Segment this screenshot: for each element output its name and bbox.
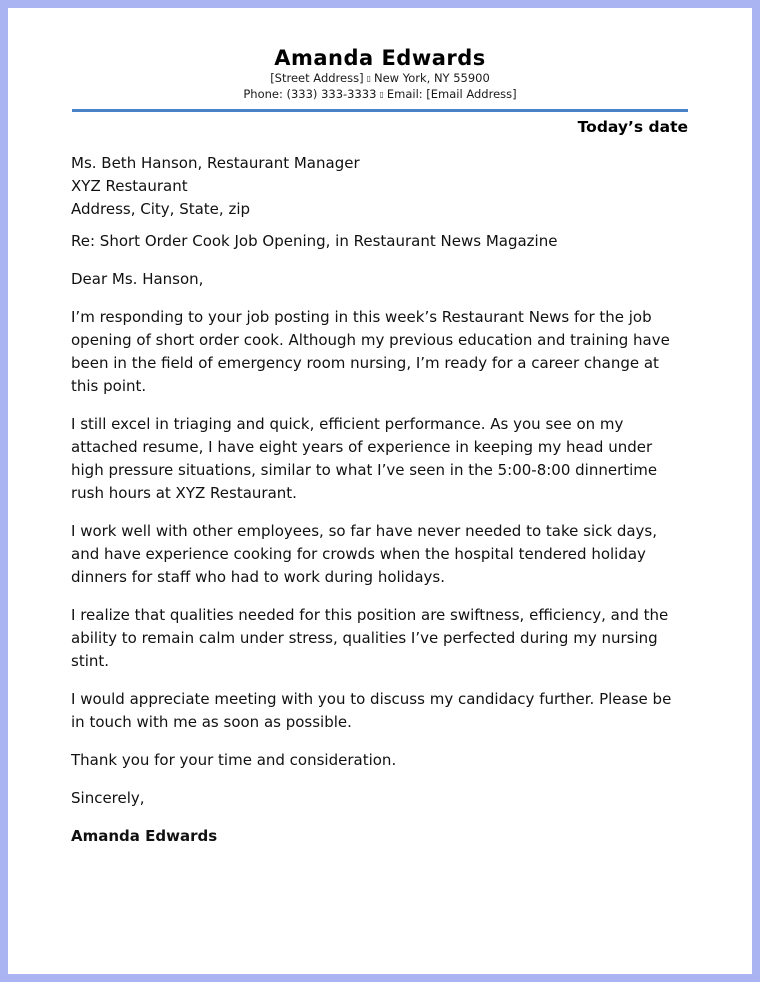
sender-contact-line [8, 87, 752, 102]
header-divider-rule [72, 109, 688, 112]
email-text: Email: [Email Address] [386, 87, 517, 101]
closing-line: Sincerely, [71, 789, 145, 807]
sender-name: Amanda Edwards [274, 46, 486, 70]
body-paragraph-3: I work well with other employees, so far have never needed to take sick days, and have experience cooking for crowds when the hospital tendered holiday dinners for staff who had to work during holidays. [71, 522, 657, 586]
letter-header [8, 8, 752, 102]
recipient-name-line: Ms. Beth Hanson, Restaurant Manager [71, 154, 360, 172]
recipient-company-line: XYZ Restaurant [71, 177, 188, 195]
phone-text: Phone: (333) 333-3333 [243, 87, 377, 101]
separator-glyph: ▯ [366, 74, 371, 83]
street-address: [Street Address] [270, 71, 364, 85]
body-paragraph-1: I’m responding to your job posting in this week’s Restaurant News for the job opening of short order cook. Although my previous education and training have been in the field of emergency room nursing, I’m ready for a career change at this point. [71, 308, 670, 395]
signature-name: Amanda Edwards [71, 827, 218, 845]
letter-body [8, 136, 752, 848]
recipient-address-line: Address, City, State, zip [71, 200, 251, 218]
subject-line: Re: Short Order Cook Job Opening, in Restaurant News Magazine [71, 232, 558, 250]
body-paragraph-2: I still excel in triaging and quick, efficient performance. As you see on my attached resume, I have eight years of experience in keeping my head under high pressure situations, similar to what I’ve seen in the 5:00-8:00 dinnertime rush hours at XYZ Restaurant. [71, 415, 658, 502]
recipient-block [71, 152, 688, 221]
body-paragraph-4: I realize that qualities needed for this position are swiftness, efficiency, and the ability to remain calm under stress, qualities I’ve perfected during my nursing stint. [71, 606, 669, 670]
salutation: Dear Ms. Hanson, [71, 270, 204, 288]
city-state-zip: New York, NY 55900 [373, 71, 490, 85]
date-line: Today’s date [577, 118, 688, 136]
thanks-line: Thank you for your time and consideration. [71, 751, 397, 769]
sender-address-line [8, 71, 752, 86]
body-paragraph-5: I would appreciate meeting with you to discuss my candidacy further. Please be in touch with me as soon as possible. [71, 690, 672, 731]
separator-glyph: ▯ [379, 90, 384, 99]
